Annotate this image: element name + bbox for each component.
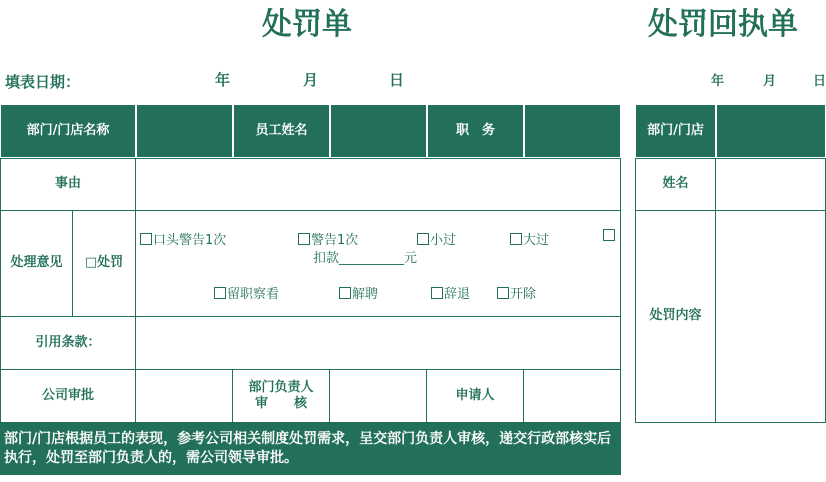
receipt-day-label: 日: [813, 74, 826, 89]
checkbox-icon: [510, 233, 522, 245]
option-expulsion[interactable]: 开除: [497, 283, 536, 302]
checkbox-icon: [140, 233, 152, 245]
receipt-name-label: 姓名: [635, 158, 716, 211]
receipt-month-label: 月: [763, 74, 777, 89]
checkbox-icon: [603, 229, 615, 241]
option-resignation[interactable]: 辞退: [431, 283, 470, 302]
receipt-content-label: 处罚内容: [635, 210, 716, 423]
cited-clause-label: 引用条款：: [0, 316, 136, 370]
employee-name-header: 员工姓名: [233, 104, 330, 158]
option-major-demerit[interactable]: 大过: [510, 229, 549, 248]
option-warning[interactable]: 警告1次: [298, 229, 358, 248]
year-label: 年: [215, 71, 231, 89]
form-title: 处罚单: [262, 7, 352, 42]
checkbox-icon: [431, 287, 443, 299]
company-approval-value[interactable]: [135, 369, 233, 423]
company-approval-label: 公司审批: [0, 369, 136, 423]
dept-name-value[interactable]: [136, 104, 233, 158]
dept-head-review-label: 部门负责人 审 核: [232, 369, 330, 423]
checkbox-icon: [497, 287, 509, 299]
position-value[interactable]: [524, 104, 621, 158]
checkbox-icon: [298, 233, 310, 245]
applicant-label: 申请人: [426, 369, 524, 423]
penalty-checkbox[interactable]: □处罚: [72, 210, 136, 317]
handling-label: 处理意见: [0, 210, 73, 317]
option-fine[interactable]: 扣款__________元: [313, 251, 418, 266]
receipt-content-value[interactable]: [715, 210, 826, 423]
month-label: 月: [303, 71, 319, 89]
reason-value[interactable]: [135, 158, 621, 211]
applicant-value[interactable]: [523, 369, 621, 423]
day-label: 日: [389, 71, 405, 89]
checkbox-icon: [214, 287, 226, 299]
receipt-title: 处罚回执单: [648, 7, 798, 42]
reason-label: 事由: [0, 158, 136, 211]
option-verbal-warning[interactable]: 口头警告1次: [140, 229, 226, 248]
receipt-dept-header: 部门/门店: [635, 104, 716, 158]
option-fine-checkbox[interactable]: [603, 229, 616, 244]
option-minor-demerit[interactable]: 小过: [417, 229, 456, 248]
checkbox-icon: [339, 287, 351, 299]
dept-head-review-value[interactable]: [329, 369, 427, 423]
position-header: 职 务: [427, 104, 524, 158]
receipt-name-value[interactable]: [715, 158, 826, 211]
notice-text: 部门/门店根据员工的表现，参考公司相关制度处罚需求，呈交部门负责人审核，递交行政部核实后执行，处罚至部门负责人的，需公司领导审批。: [0, 422, 621, 475]
option-probation[interactable]: 留职察看: [214, 283, 279, 302]
receipt-year-label: 年: [711, 74, 725, 89]
employee-name-value[interactable]: [330, 104, 427, 158]
fill-date-label: 填表日期：: [5, 73, 81, 91]
receipt-dept-value[interactable]: [716, 104, 826, 158]
cited-clause-value[interactable]: [135, 316, 621, 370]
checkbox-icon: [417, 233, 429, 245]
dept-name-header: 部门/门店名称: [0, 104, 136, 158]
option-dismissal[interactable]: 解聘: [339, 283, 378, 302]
